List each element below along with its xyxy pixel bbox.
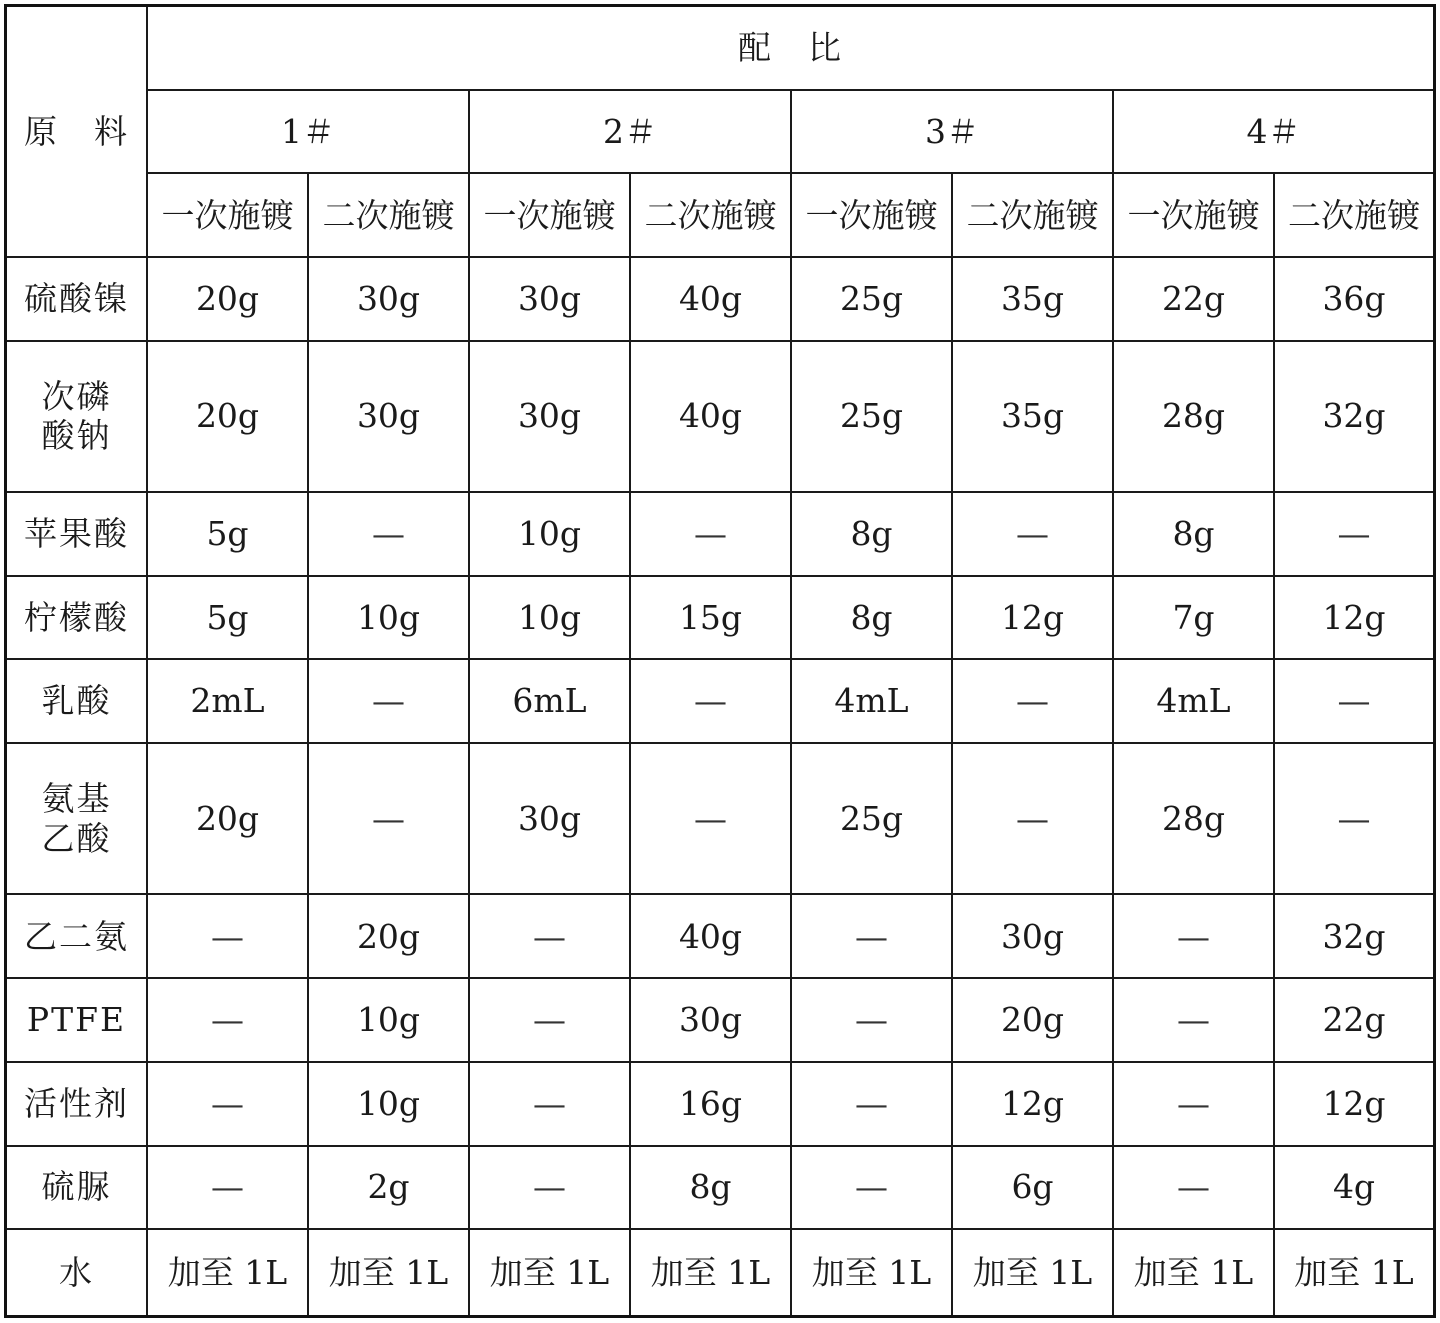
header-row-top [7,7,1433,90]
value-cell: — [147,978,308,1061]
value-cell: 4mL [791,659,952,743]
value-cell: 5g [147,576,308,659]
value-cell: 40g [630,257,791,340]
value-cell: 30g [630,978,791,1061]
corner-header-cell: 原 料 [7,7,147,257]
table-row [7,1062,1433,1146]
value-cell: 5g [147,492,308,576]
value-cell: — [1274,492,1433,576]
value-cell: — [630,743,791,894]
value-cell: 20g [147,743,308,894]
value-cell: 30g [952,894,1113,978]
value-cell: — [147,894,308,978]
value-cell: 36g [1274,257,1433,340]
value-cell: 35g [952,341,1113,492]
value-cell: — [147,1062,308,1146]
value-cell: 2mL [147,659,308,743]
material-cell: 氨基 乙酸 [7,743,147,894]
value-cell: 28g [1113,743,1274,894]
table-row [7,492,1433,576]
value-cell: 20g [147,341,308,492]
value-cell: 22g [1113,257,1274,340]
material-cell: 乳酸 [7,659,147,743]
value-cell: — [952,659,1113,743]
table-row [7,894,1433,978]
value-cell: 8g [791,576,952,659]
value-cell: 40g [630,341,791,492]
value-cell: 6mL [469,659,630,743]
top-header-cell: 配 比 [147,7,1433,90]
value-cell: — [630,492,791,576]
value-cell: 4g [1274,1146,1433,1229]
sub-header-cell: 一次施镀 [791,173,952,257]
material-cell: 柠檬酸 [7,576,147,659]
value-cell: 20g [308,894,469,978]
value-cell: 10g [308,1062,469,1146]
value-cell: 40g [630,894,791,978]
value-cell: 4mL [1113,659,1274,743]
value-cell: 7g [1113,576,1274,659]
value-cell: — [791,1146,952,1229]
value-cell: 30g [308,257,469,340]
value-cell: — [308,492,469,576]
formulation-ratio-table [7,7,1433,1315]
table-row [7,1146,1433,1229]
sub-header-cell: 二次施镀 [630,173,791,257]
value-cell: 20g [952,978,1113,1061]
table-row [7,257,1433,340]
value-cell: — [469,978,630,1061]
table-row [7,576,1433,659]
group-header-cell: 4＃ [1113,90,1433,173]
value-cell: 12g [1274,576,1433,659]
value-cell: 加至 1L [308,1229,469,1315]
value-cell: 25g [791,257,952,340]
value-cell: 8g [1113,492,1274,576]
value-cell: 20g [147,257,308,340]
value-cell: 25g [791,341,952,492]
value-cell: 12g [952,576,1113,659]
table-row [7,659,1433,743]
value-cell: 32g [1274,341,1433,492]
value-cell: — [1113,1062,1274,1146]
sub-header-cell: 二次施镀 [952,173,1113,257]
value-cell: 10g [308,576,469,659]
value-cell: — [791,894,952,978]
value-cell: — [952,743,1113,894]
value-cell: 22g [1274,978,1433,1061]
group-header-cell: 2＃ [469,90,791,173]
value-cell: — [1113,978,1274,1061]
sub-header-cell: 二次施镀 [308,173,469,257]
value-cell: — [147,1146,308,1229]
table-row [7,978,1433,1061]
value-cell: — [1274,743,1433,894]
value-cell: 15g [630,576,791,659]
value-cell: — [1113,1146,1274,1229]
value-cell: 加至 1L [1113,1229,1274,1315]
value-cell: — [469,1062,630,1146]
value-cell: — [308,659,469,743]
material-cell: 苹果酸 [7,492,147,576]
sub-header-cell: 二次施镀 [1274,173,1433,257]
material-cell: 水 [7,1229,147,1315]
material-cell: 活性剂 [7,1062,147,1146]
value-cell: 10g [469,492,630,576]
value-cell: 30g [469,743,630,894]
value-cell: 加至 1L [147,1229,308,1315]
table-body [7,7,1433,1315]
material-cell: 乙二氨 [7,894,147,978]
value-cell: — [630,659,791,743]
value-cell: 30g [469,257,630,340]
value-cell: 12g [952,1062,1113,1146]
group-header-cell: 3＃ [791,90,1113,173]
value-cell: 加至 1L [791,1229,952,1315]
value-cell: 加至 1L [469,1229,630,1315]
group-header-cell: 1＃ [147,90,469,173]
value-cell: 30g [469,341,630,492]
value-cell: 28g [1113,341,1274,492]
value-cell: 加至 1L [1274,1229,1433,1315]
value-cell: 2g [308,1146,469,1229]
value-cell: 加至 1L [952,1229,1113,1315]
material-cell: 次磷 酸钠 [7,341,147,492]
value-cell: 35g [952,257,1113,340]
value-cell: — [1274,659,1433,743]
value-cell: — [469,894,630,978]
value-cell: — [952,492,1113,576]
material-cell: 硫脲 [7,1146,147,1229]
sub-header-cell: 一次施镀 [469,173,630,257]
value-cell: — [1113,894,1274,978]
value-cell: — [308,743,469,894]
table-row [7,341,1433,492]
header-row-groups [7,90,1433,173]
value-cell: 10g [308,978,469,1061]
table-row [7,1229,1433,1315]
value-cell: 6g [952,1146,1113,1229]
value-cell: — [791,1062,952,1146]
value-cell: — [791,978,952,1061]
value-cell: 12g [1274,1062,1433,1146]
value-cell: 30g [308,341,469,492]
value-cell: 25g [791,743,952,894]
value-cell: 32g [1274,894,1433,978]
value-cell: 8g [630,1146,791,1229]
value-cell: 加至 1L [630,1229,791,1315]
header-row-subs [7,173,1433,257]
material-cell: 硫酸镍 [7,257,147,340]
table-row [7,743,1433,894]
value-cell: 8g [791,492,952,576]
sub-header-cell: 一次施镀 [1113,173,1274,257]
value-cell: 10g [469,576,630,659]
sub-header-cell: 一次施镀 [147,173,308,257]
value-cell: 16g [630,1062,791,1146]
value-cell: — [469,1146,630,1229]
material-cell: PTFE [7,978,147,1061]
